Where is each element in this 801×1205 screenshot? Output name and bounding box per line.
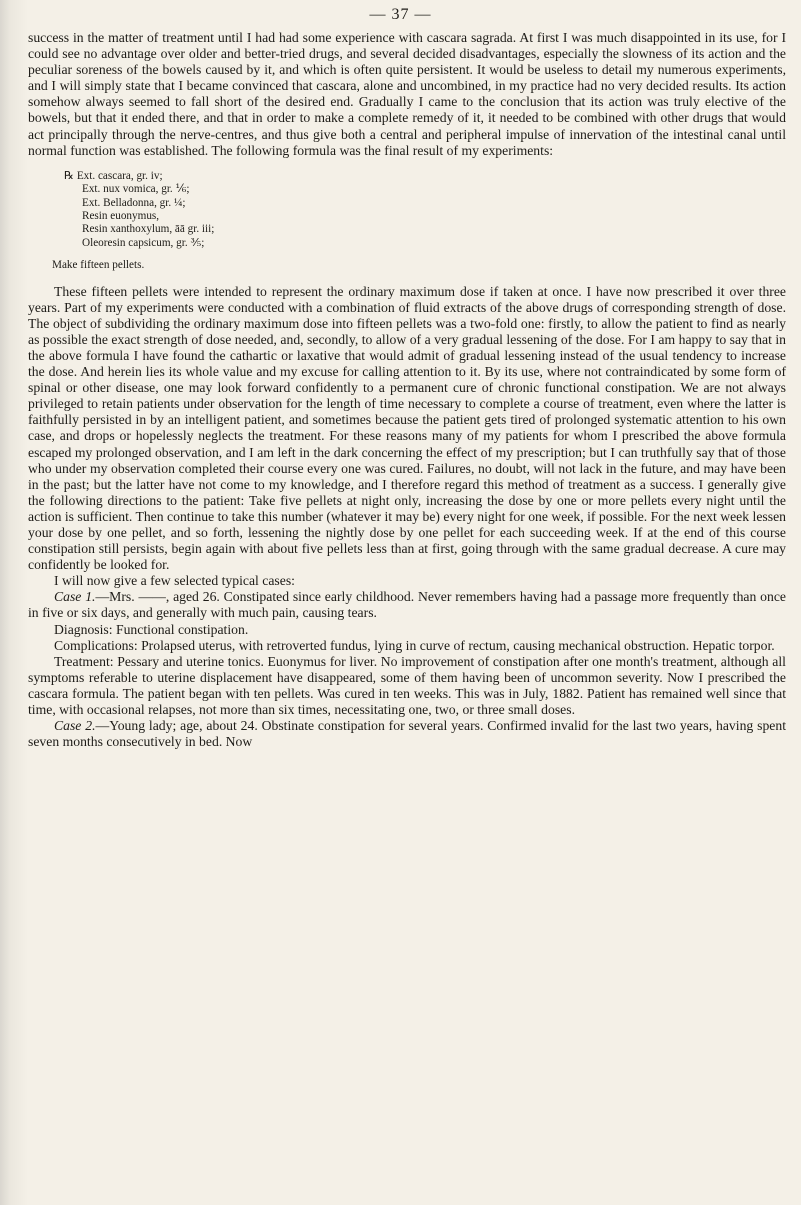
prescription-line-6: Oleoresin capsicum, gr. ⅗; [82, 236, 205, 249]
prescription-line-4: Resin euonymus, [82, 209, 160, 222]
paragraph-intro: success in the matter of treatment until I had had some experience with cascara sagrada. At first I was much disappointed in its use, for I could see no advantage over older and better-tried drugs, and several decided disadvantages, especially the slowness of its action and the peculiar soreness of the bowels caused by it, and which is often quite persistent. It would be useless to detail my numerous experiments, and I will simply state that I became convinced that cascara, alone and uncombined, in my practice had no very decided results. Its action somehow always seemed to fall short of the desired end. Gradually I came to the conclusion that its action was truly elective of the bowels, but that it ended there, and that in order to make a complete remedy of it, it needed to be combined with other drugs that would act principally through the nerve-centres, and thus give both a central and peripheral impulse of innervation of the intestinal canal until normal function was established. The following formula was the final result of my experiments: [28, 30, 786, 158]
page-number: — 37 — [369, 6, 432, 23]
case-2-intro: Case 2.—Young lady; age, about 24. Obstinate constipation for several years. Confirmed invalid for the last two years, having spent seven months consecutively in bed. Now [28, 718, 787, 750]
prescription-instruction: Make fifteen pellets. [52, 259, 145, 272]
case-1-complications: Complications: Prolapsed uterus, with retroverted fundus, lying in curve of rectum, causing mechanical obstruction. Hepatic torpor. [54, 637, 775, 653]
case-1-treatment: Treatment: Pessary and uterine tonics. Euonymus for liver. No improvement of constipation after one month's treatment, although all symptoms referable to uterine displacement have disappeared, some of them having been of uncommon severity. Now I prescribed the cascara formula. The patient began with ten pellets. Was cured in ten weeks. This was in July, 1882. Patient has remained well since that time, with occasional relapses, not more than six times, necessitating one, two, or three small doses. [28, 653, 786, 718]
paragraph-discussion: These fifteen pellets were intended to represent the ordinary maximum dose if taken at once. I have now prescribed it over three years. Part of my experiments were conducted with a combination of fluid extracts of the above drugs of corresponding strength of dose. The object of subdividing the ordinary maximum dose into fifteen pellets was a two-fold one: firstly, to allow the patient to find as nearly as possible the exact strength of dose needed, and, secondly, to allow of a very gradual lessening of the dose. For I am happy to say that in the above formula I have found the cathartic or laxative that would admit of gradual lessening instead of the usual tendency to increase the dose. And herein lies its whole value and my excuse for calling attention to it. By its use, where not contraindicated by some form of spinal or other disease, one may look forward confidently to a permanent cure of chronic functional constipation. We are not always privileged to retain patients under observation for the length of time necessary to complete a course of treatment, even where the latter is faithfully persisted in by an intelligent patient, and sometimes because the patient gets tired of prolonged systematic attention to his own case, and drops or hopelessly neglects the treatment. For these reasons many of my patients for whom I prescribed the above formula escaped my prolonged observation, and I am left in the dark concerning the effect of my prescription; but I can truthfully say that of those who under my observation completed their course every one was cured. Failures, no doubt, will not lack in the future, and may have been in the past; but the latter have not come to my knowledge, and I therefore regard this method of treatment as a success. I generally give the following directions to the patient: Take five pellets at night only, increasing the dose by one or more pellets every night until the action is sufficient. Then continue to take this number (whatever it may be) every night for one week, if possible. For the next week lessen your dose by one pellet, and so forth, lessening the nightly dose by one pellet for each succeeding week. If at the end of this course constipation still persists, begin again with about five pellets less than at first, going through with the same gradual decrease. A cure may confidently be looked for. [28, 283, 786, 573]
prescription-formula [52, 169, 786, 273]
case-1-label: Case 1. [54, 589, 96, 605]
case-1-intro: Case 1.—Mrs. ——, aged 26. Constipated since early childhood. Never remembers having had a passage more frequently than once in five or six days, and generally with much pain, causing tears. [28, 589, 786, 621]
prescription-line-1: ℞ Ext. cascara, gr. iv; [64, 169, 163, 182]
prescription-line-5: Resin xanthoxylum, āā gr. iii; [82, 223, 215, 236]
rx-symbol: ℞ [64, 169, 75, 182]
page-text [28, 30, 786, 750]
paragraph-cases-intro: I will now give a few selected typical cases: [54, 573, 295, 589]
case-2-label: Case 2. [54, 718, 96, 734]
prescription-line-2: Ext. nux vomica, gr. ⅙; [82, 183, 190, 196]
prescription-line-3: Ext. Belladonna, gr. ¼; [82, 196, 186, 209]
case-1-diagnosis: Diagnosis: Functional constipation. [54, 621, 249, 637]
